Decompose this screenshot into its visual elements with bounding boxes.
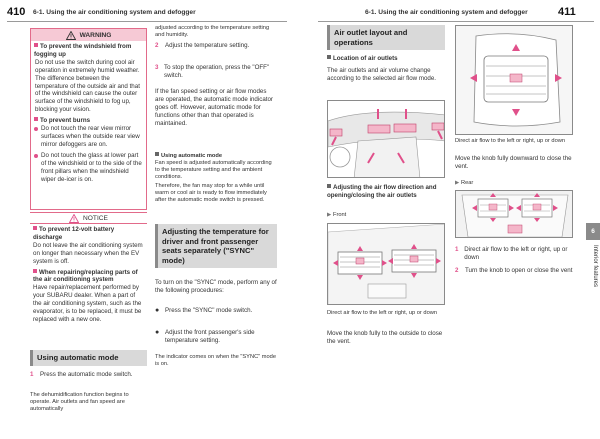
notice-body-battery: Do not leave the air conditioning system on longer than necessary when the EV system is off. [33, 241, 143, 265]
notice-header [30, 212, 147, 224]
square-bullet-icon [327, 55, 331, 59]
square-bullet-icon [327, 184, 331, 188]
front-label: ▶ Front [327, 212, 347, 218]
chapter-tab-label: Interior features [592, 245, 598, 288]
round-bullet-icon [34, 154, 38, 158]
round-bullet-icon [34, 127, 38, 131]
square-bullet-icon [33, 269, 37, 273]
sync-bullet-1: ● Press the "SYNC" mode switch. [155, 307, 253, 314]
warning-bullet-glass: Do not touch the glass at lower part of the windshield or to the side of the front pillars when the windshield wiper de-icer is on. [34, 152, 143, 184]
header-rule-left [7, 21, 287, 22]
warning-triangle-icon [66, 31, 76, 40]
section-title-air-outlet: Air outlet layout and operations [327, 25, 445, 50]
square-bullet-icon [155, 152, 159, 156]
warning-bullet-mirror: Do not touch the rear view mirror surfaces when the outside rear view mirror defoggers are on. [34, 125, 143, 149]
notice-triangle-icon [69, 214, 79, 223]
right-page-number: 411 [558, 6, 576, 18]
dashboard-air-outlets-figure [327, 100, 445, 178]
sync-intro: To turn on the "SYNC" mode, perform any of the following procedures: [155, 279, 277, 294]
notice-body-repair: Have repair/replacement performed by your SUBARU dealer. When a part of the air conditioning system, such as the evaporator, is to be replaced, it must be replaced with a new one. [33, 284, 142, 323]
front-caption: Direct air flow to the left or right, up or down [327, 310, 438, 316]
front-vent-illustration [328, 224, 445, 305]
rear-vent-figure [455, 190, 573, 238]
adjust-heading: Adjusting the air flow direction and opening/closing the air outlets [327, 184, 437, 199]
sub-heading-auto: Using automatic mode [155, 152, 277, 160]
section-title-using-auto: Using automatic mode [30, 350, 147, 366]
front-body: Move the knob fully to the outside to close the vent. [327, 330, 443, 345]
notice-heading-battery: To prevent 12-volt battery discharge [33, 226, 115, 241]
sync-note: The indicator comes on when the "SYNC" mode is on. [155, 354, 277, 367]
square-bullet-icon [34, 43, 38, 47]
notice-title: NOTICE [83, 214, 108, 222]
auto-step-1: 1 Press the automatic mode switch. [30, 371, 133, 378]
rear-label: ▶ Rear [455, 180, 474, 186]
section-title-sync: Adjusting the temperature for driver and front passenger seats separately ("SYNC" mode) [155, 224, 277, 268]
notice-heading-repair: When repairing/replacing parts of the air conditioning system [33, 268, 138, 284]
warning-body-fog: Do not use the switch during cool air operation in extremely humid weather. The difference between the temperature of the outside air and that of the windshield can cause the outer surface of the windshield to fog up, blocking your vision. [35, 58, 140, 114]
notice-box [30, 212, 147, 342]
side-vent-caption: Direct air flow to the left or right, up or down [455, 138, 566, 144]
square-bullet-icon [33, 226, 37, 230]
warning-header [31, 29, 146, 41]
sub-body-2: Therefore, the fan may stop for a while until warm or cool air is ready to flow immediately after the automatic mode switch is pressed. [155, 183, 267, 203]
side-vent-illustration [456, 26, 573, 135]
side-vent-figure [455, 25, 573, 135]
chapter-tab-number[interactable]: 6 [586, 223, 600, 240]
auto-note: The dehumidification function begins to operate. Air outlets and fan speed are automatically [30, 392, 129, 412]
left-running-title: 6-1. Using the air conditioning system and defogger [33, 9, 196, 16]
left-page-number: 410 [7, 6, 26, 18]
sync-bullet-2: ● Adjust the front passenger's side temperature setting. [155, 329, 255, 344]
col2-continued-text: adjusted according to the temperature setting and humidity. [155, 25, 270, 38]
warning-heading-fog: To prevent the windshield from fogging up [34, 43, 132, 58]
location-heading: Location of air outlets [327, 55, 445, 63]
col2-paragraph: If the fan speed setting or air flow modes are operated, the automatic mode indicator goes off. However, automatic mode for functions other than that operated is maintained. [155, 88, 273, 127]
rear-step-1: 1 Direct air flow to the left or right, up or down [455, 246, 568, 261]
sub-body-1: Fan speed is adjusted automatically according to the temperature setting and the ambient conditions. [155, 160, 272, 180]
front-vent-figure [327, 223, 445, 305]
warning-heading-burns: To prevent burns [34, 117, 143, 125]
auto-step-2: 2 Adjust the temperature setting. [155, 42, 250, 49]
warning-box [30, 28, 147, 210]
location-body: The air outlets and air volume change according to the selected air flow mode. [327, 67, 437, 82]
warning-title: WARNING [79, 31, 112, 39]
right-running-title: 6-1. Using the air conditioning system and defogger [365, 9, 528, 16]
header-rule-right [318, 21, 594, 22]
square-bullet-icon [34, 117, 38, 121]
rear-vent-illustration [456, 191, 573, 238]
auto-step-3: 3 To stop the operation, press the "OFF" switch. [155, 64, 270, 79]
rear-step-2: 2 Turn the knob to open or close the vent [455, 267, 573, 274]
dashboard-illustration [328, 101, 445, 178]
side-vent-body: Move the knob fully downward to close the vent. [455, 155, 572, 170]
